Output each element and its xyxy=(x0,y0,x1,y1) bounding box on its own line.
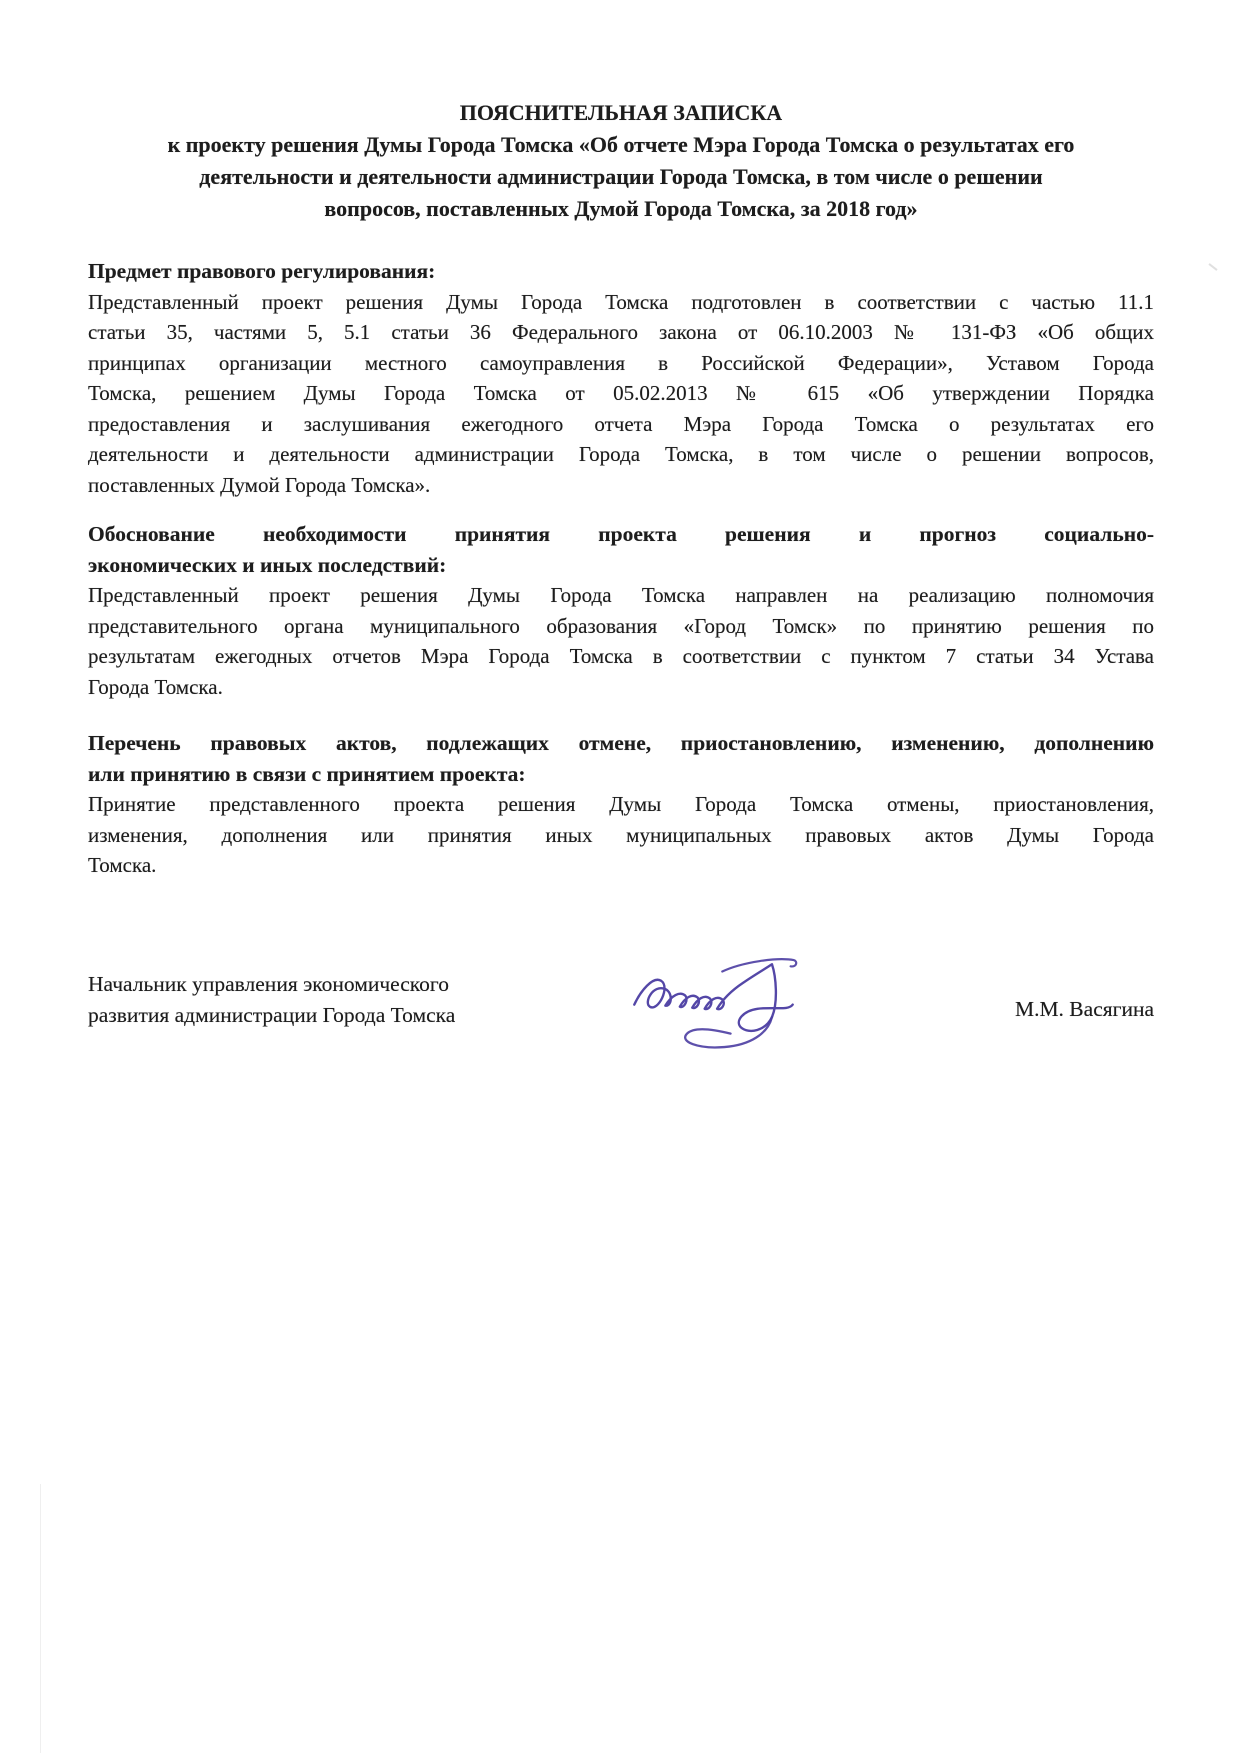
document-content xyxy=(88,96,1154,1089)
signature-position-line: Начальник управления экономического xyxy=(88,971,449,996)
subtitle-line: к проекту решения Думы Города Томска «Об отчете Мэра Города Томска о результатах его xyxy=(167,132,1075,157)
handwritten-signature-ink xyxy=(626,945,802,1057)
paragraph-line: Представленный проект решения Думы Города Томска подготовлен в соответствии с частью 11.1 xyxy=(88,289,1154,314)
section-subject xyxy=(88,256,1154,500)
subtitle-line: вопросов, поставленных Думой Города Томска, за 2018 год» xyxy=(324,196,918,221)
section-justification-heading xyxy=(88,519,1154,580)
heading-line: Предмет правового регулирования: xyxy=(88,259,436,283)
paragraph-line: Томска, решением Думы Города Томска от 05.02.2013 № 615 «Об утверждении Порядка xyxy=(88,381,1154,405)
paragraph-line: предоставления и заслушивания ежегодного отчета Мэра Города Томска о результатах его xyxy=(88,411,1154,436)
signature-name: М.М. Васягина xyxy=(1014,996,1154,1021)
heading-line: экономических и иных последствий: xyxy=(88,552,447,577)
paragraph-line: поставленных Думой Города Томска». xyxy=(88,472,431,497)
heading-line: Обоснование необходимости принятия проекта решения и прогноз социально- xyxy=(88,522,1154,546)
signature-position-title xyxy=(88,969,568,1031)
section-justification-paragraph xyxy=(88,580,1154,702)
heading-line: Перечень правовых актов, подлежащих отмене, приостановлению, изменению, дополнению xyxy=(88,731,1154,755)
paragraph-line: статьи 35, частями 5, 5.1 статьи 36 Федерального закона от 06.10.2003 № 131-ФЗ «Об общих xyxy=(88,320,1154,344)
section-acts-list xyxy=(88,728,1154,881)
signature-position-line: развития администрации Города Томска xyxy=(88,1002,456,1027)
paragraph-line: Томска. xyxy=(88,853,157,877)
section-justification xyxy=(88,519,1154,702)
signature-stroke-swash xyxy=(685,1017,772,1047)
signature-block xyxy=(88,969,1154,1089)
document-subtitle xyxy=(88,129,1154,225)
section-subject-paragraph xyxy=(88,287,1154,501)
document-title: ПОЯСНИТЕЛЬНАЯ ЗАПИСКА xyxy=(459,100,783,125)
paragraph-line: Города Томска. xyxy=(88,674,223,699)
section-acts-list-paragraph xyxy=(88,789,1154,881)
paragraph-line: деятельности и деятельности администрации Города Томска, в том числе о решении вопросов, xyxy=(88,442,1154,466)
paragraph-line: Представленный проект решения Думы Города Томска направлен на реализацию полномочия xyxy=(88,583,1154,607)
paragraph-line: изменения, дополнения или принятия иных муниципальных правовых актов Думы Города xyxy=(88,822,1154,847)
paragraph-line: Принятие представленного проекта решения Думы Города Томска отмены, приостановления, xyxy=(88,792,1154,816)
scan-artifact-edge-line xyxy=(40,1484,41,1753)
section-subject-heading xyxy=(88,256,1154,287)
paragraph-line: результатам ежегодных отчетов Мэра Города Томска в соответствии с пунктом 7 статьи 34 Устава xyxy=(88,644,1154,668)
section-acts-list-heading xyxy=(88,728,1154,789)
signature-stroke-main xyxy=(634,964,792,1031)
scan-artifact-speck xyxy=(1208,263,1217,271)
subtitle-line: деятельности и деятельности администрации Города Томска, в том числе о решении xyxy=(199,164,1043,189)
paragraph-line: принципах организации местного самоуправления в Российской Федерации», Уставом Города xyxy=(88,350,1154,375)
signature-stroke-topbar xyxy=(722,959,796,971)
paragraph-line: представительного органа муниципального образования «Город Томск» по принятию решения по xyxy=(88,613,1154,638)
heading-line: или принятию в связи с принятием проекта: xyxy=(88,761,526,786)
